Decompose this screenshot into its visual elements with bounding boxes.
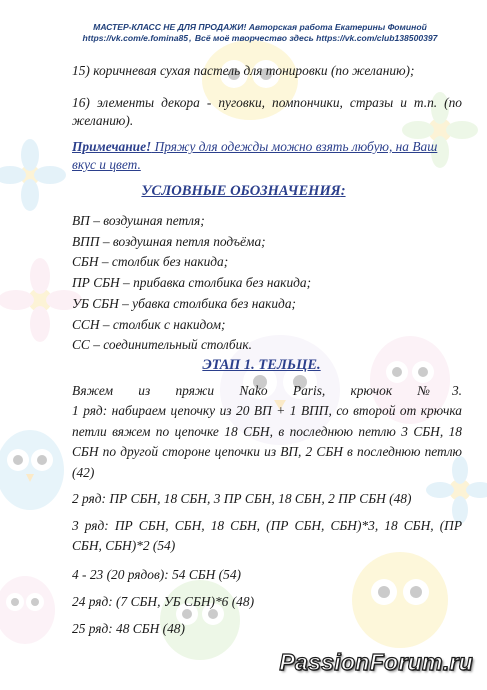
stage-title: ЭТАП 1. ТЕЛЬЦЕ. [202, 357, 321, 373]
row-25: 25 ряд: 48 СБН (48) [72, 621, 185, 636]
header-link-club[interactable]: https://vk.com/club138500397 [316, 33, 438, 43]
row-24: 24 ряд: (7 СБН, УБ СБН)*6 (48) [72, 594, 255, 609]
page-header [60, 22, 460, 44]
material-item-16: 16) элементы декора - пуговки, помпончики, стразы и т.п. (по желанию). [72, 95, 462, 128]
site-watermark: PassionForum.ru [279, 649, 473, 675]
legend-title-text: УСЛОВНЫЕ ОБОЗНАЧЕНИЯ [141, 183, 341, 199]
legend-item: ССН – столбик с накидом; [72, 316, 226, 332]
header-line-1: МАСТЕР-КЛАСС НЕ ДЛЯ ПРОДАЖИ! Авторская работа Екатерины Фоминой [93, 22, 427, 32]
note-paragraph [72, 138, 462, 174]
legend-title [0, 183, 487, 200]
stage-intro: Вяжем из пряжи Nako Paris, крючок №3. [72, 383, 462, 398]
material-item-15: 15) коричневая сухая пастель для тонировки (по желанию); [72, 63, 415, 78]
legend-item: ВПП – воздушная петля подъёма; [72, 233, 266, 249]
note-text: Пряжу для одежды можно взять любую, на Ваш вкус и цвет. [72, 139, 438, 172]
legend-item: СС – соединительный столбик. [72, 337, 252, 353]
row-3: 3 ряд: ПР СБН, СБН, 18 СБН, (ПР СБН, СБН)*3, 18 СБН, (ПР СБН, СБН)*2 (54) [72, 518, 462, 553]
row-4-23: 4 - 23 (20 рядов): 54 СБН (54) [72, 567, 241, 582]
legend-item: УБ СБН – убавка столбика без накида; [72, 295, 296, 311]
legend-item: ПР СБН – прибавка столбика без накида; [72, 275, 312, 291]
legend-item: ВП – воздушная петля; [72, 213, 205, 228]
header-line-2: https://vk.com/e.fomina85, Всё моё творчество здесь https://vk.com/club138500397 [82, 33, 438, 43]
header-link-profile[interactable]: https://vk.com/e.fomina85 [82, 33, 189, 43]
row-1: 1 ряд: набираем цепочку из 20 ВП + 1 ВПП, со второй от крючка петли вяжем по цепочке 18 СБН, в последнюю петлю 3 СБН, 18 СБН по другой стороне цепочки из ВП, 2 СБН в последнюю петлю (42) [72, 403, 462, 480]
row-2: 2 ряд: ПР СБН, 18 СБН, 3 ПР СБН, 18 СБН, 2 ПР СБН (48) [72, 491, 412, 506]
note-lead: Примечание! [72, 139, 152, 154]
legend-list [72, 211, 462, 356]
legend-title-colon: : [340, 183, 346, 199]
legend-item: СБН – столбик без накида; [72, 254, 229, 270]
header-text-mid: Всё моё творчество здесь [194, 33, 314, 43]
